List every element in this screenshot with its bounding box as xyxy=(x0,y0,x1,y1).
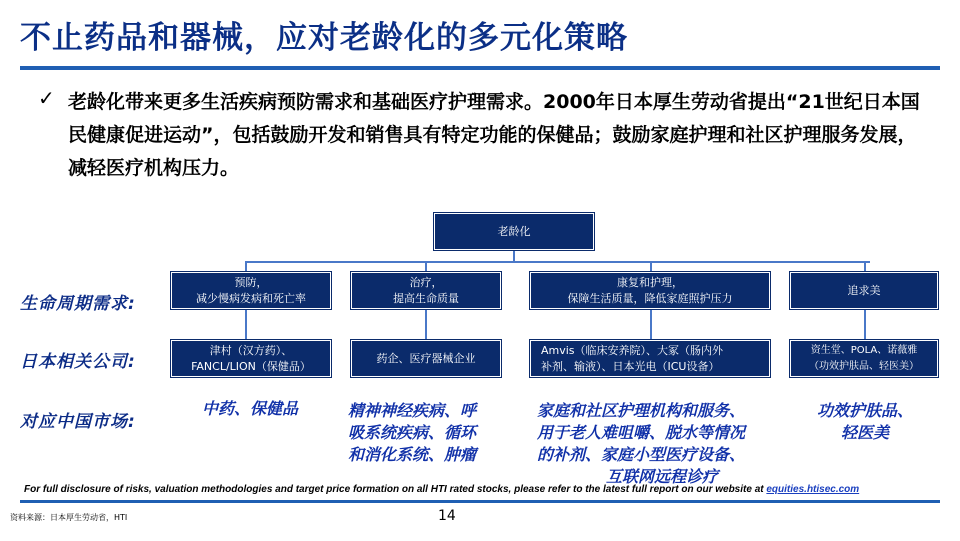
demand-line: 预防， xyxy=(234,275,268,289)
demand-node-prevention xyxy=(171,272,331,309)
company-node-3 xyxy=(530,340,770,377)
demand-line: 减少慢病发病和死亡率 xyxy=(196,291,306,305)
demand-line: 治疗， xyxy=(409,275,443,289)
market-line: 家庭和社区护理机构和服务、 xyxy=(537,401,746,420)
root-label: 老龄化 xyxy=(497,224,531,238)
market-line: 用于老人难咀嚼、脱水等情况 xyxy=(537,423,746,442)
market-line: 轻医美 xyxy=(840,423,889,442)
market-line: 功效护肤品、 xyxy=(816,401,913,420)
market-line: 精神神经疾病、呼 xyxy=(348,401,477,420)
demand-node-beauty xyxy=(790,272,938,309)
company-line: FANCL/LION（保健品） xyxy=(191,359,311,373)
branch-drop-1 xyxy=(245,261,247,272)
company-node-4 xyxy=(790,340,938,377)
demand-line: 康复和护理， xyxy=(617,275,683,289)
demand-line: 保障生活质量，降低家庭照护压力 xyxy=(567,291,733,305)
company-line: （功效护肤品、轻医美） xyxy=(809,360,919,372)
market-text-1 xyxy=(180,398,320,420)
row-label-companies: 日本相关公司: xyxy=(20,352,136,372)
market-line: 吸系统疾病、循环 xyxy=(348,423,477,442)
company-line: 药企、医疗器械企业 xyxy=(376,351,476,365)
website-link[interactable]: equities.htisec.com xyxy=(766,484,860,495)
company-connector-1 xyxy=(245,309,247,340)
root-node xyxy=(434,213,594,250)
branch-drop-3 xyxy=(650,261,652,272)
row-label-demand: 生命周期需求: xyxy=(20,294,136,314)
checkmark-icon: ✓ xyxy=(38,86,55,110)
demand-line: 提高生命质量 xyxy=(393,291,459,305)
row-label-market: 对应中国市场: xyxy=(20,412,136,432)
market-line: 和消化系统、肿瘤 xyxy=(348,445,477,464)
company-node-2 xyxy=(351,340,501,377)
company-line: Amvis（临床安养院）、大冢（肠内外 xyxy=(541,343,724,357)
company-line: 津村（汉方药）、 xyxy=(209,343,293,357)
company-node-1 xyxy=(171,340,331,377)
footer-divider xyxy=(20,500,940,503)
source-note: 资料来源：日本厚生劳动省，HTI xyxy=(10,513,128,522)
demand-node-treatment xyxy=(351,272,501,309)
market-text-2 xyxy=(348,400,508,466)
page-number: 14 xyxy=(438,508,456,524)
title-divider xyxy=(20,66,940,70)
market-line: 中药、保健品 xyxy=(201,399,298,418)
market-text-3 xyxy=(537,400,787,488)
bullet-text: 老龄化带来更多生活疾病预防需求和基础医疗护理需求。2000年日本厚生劳动省提出“21世纪日本国民健康促进运动”，包括鼓励开发和销售具有特定功能的保健品；鼓励家庭护理和社区护理服务发展，减轻医疗机构压力。 xyxy=(68,91,920,179)
demand-node-rehab xyxy=(530,272,770,309)
company-connector-2 xyxy=(425,309,427,340)
disclaimer xyxy=(24,484,924,495)
branch-drop-2 xyxy=(425,261,427,272)
branch-connector xyxy=(245,261,870,263)
disclaimer-text: For full disclosure of risks, valuation methodologies and target price formation on all HTI rated stocks, please refer to the latest full report on our website at xyxy=(24,484,767,495)
market-line: 互联网远程诊疗 xyxy=(605,467,718,486)
company-connector-3 xyxy=(650,309,652,340)
page-title: 不止药品和器械，应对老龄化的多元化策略 xyxy=(20,20,628,56)
company-line: 补剂、输液）、日本光电（ICU设备） xyxy=(541,359,720,373)
demand-line: 追求美 xyxy=(847,283,881,297)
company-connector-4 xyxy=(864,309,866,340)
market-text-4 xyxy=(800,400,930,444)
company-line: 资生堂、POLA、诺薇雅 xyxy=(810,344,918,356)
market-line: 的补剂、家庭小型医疗设备、 xyxy=(537,445,746,464)
branch-drop-4 xyxy=(864,261,866,272)
